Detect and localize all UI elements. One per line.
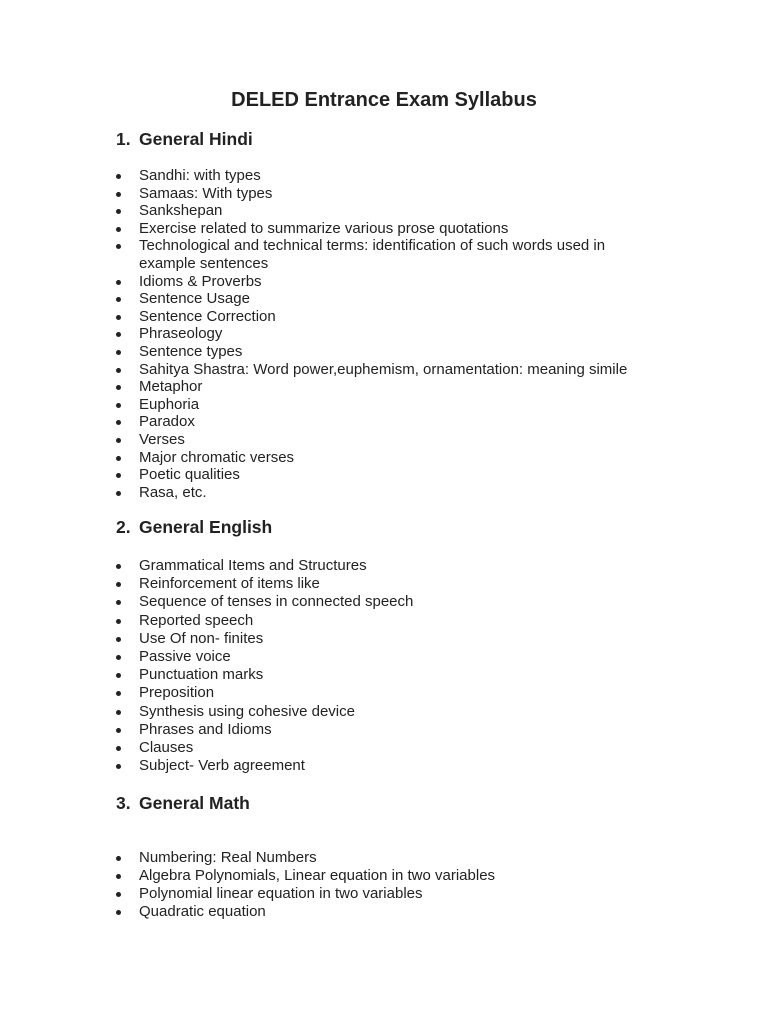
- list-item: [116, 273, 656, 291]
- bullet-icon: [116, 637, 121, 642]
- list-item: [116, 237, 656, 272]
- list-item-text: Subject- Verb agreement: [139, 757, 305, 775]
- list-item: [116, 361, 656, 379]
- general-math-topic-list: [116, 849, 656, 921]
- list-item: [116, 593, 656, 611]
- list-item-text: Phrases and Idioms: [139, 720, 272, 738]
- document-title: DELED Entrance Exam Syllabus: [231, 89, 537, 111]
- list-item-text: Idioms & Proverbs: [139, 272, 262, 290]
- list-item-text: Passive voice: [139, 648, 231, 666]
- list-item: [116, 378, 656, 396]
- bullet-icon: [116, 332, 121, 337]
- list-item-text: Rasa, etc.: [139, 483, 207, 501]
- list-item: [116, 466, 656, 484]
- bullet-icon: [116, 673, 121, 678]
- bullet-icon: [116, 710, 121, 715]
- bullet-icon: [116, 728, 121, 733]
- bullet-icon: [116, 368, 121, 373]
- bullet-icon: [116, 910, 121, 915]
- list-item: [116, 648, 656, 666]
- list-item: [116, 867, 656, 885]
- bullet-icon: [116, 227, 121, 232]
- bullet-icon: [116, 438, 121, 443]
- section-heading-general-math: [116, 792, 250, 814]
- list-item: [116, 903, 656, 921]
- list-item: [116, 202, 656, 220]
- list-item-text: Algebra Polynomials, Linear equation in two variables: [139, 867, 496, 885]
- general-hindi-topic-list: [116, 167, 656, 501]
- list-item-text: Paradox: [139, 413, 195, 431]
- list-item-text: Verses: [139, 430, 185, 448]
- bullet-icon: [116, 600, 121, 605]
- list-item: [116, 396, 656, 414]
- list-item-text: Major chromatic verses: [139, 448, 295, 466]
- bullet-icon: [116, 764, 121, 769]
- list-item: [116, 343, 656, 361]
- list-item: [116, 185, 656, 203]
- bullet-icon: [116, 491, 121, 496]
- list-item: [116, 220, 656, 238]
- list-item-text: Sequence of tenses in connected speech: [139, 593, 414, 611]
- general-english-topic-list: [116, 557, 656, 775]
- list-item-text: Reinforcement of items like: [139, 575, 320, 593]
- section-heading-general-english: [116, 516, 272, 538]
- list-item-text: Numbering: Real Numbers: [139, 849, 317, 866]
- bullet-icon: [116, 403, 121, 408]
- list-item-text: Metaphor: [139, 378, 203, 396]
- section-number: 2.: [116, 517, 131, 537]
- bullet-icon: [116, 619, 121, 624]
- list-item: [116, 290, 656, 308]
- list-item: [116, 849, 656, 867]
- list-item: [116, 449, 656, 467]
- list-item: [116, 575, 656, 593]
- list-item: [116, 666, 656, 684]
- list-item: [116, 684, 656, 702]
- bullet-icon: [116, 385, 121, 390]
- list-item-text: Punctuation marks: [139, 666, 264, 684]
- list-item-text: Exercise related to summarize various prose quotations: [139, 219, 509, 237]
- list-item-text: Sandhi: with types: [139, 167, 261, 184]
- bullet-icon: [116, 209, 121, 214]
- list-item-text: Phraseology: [139, 325, 223, 343]
- bullet-icon: [116, 244, 121, 249]
- list-item-text: Polynomial linear equation in two variables: [139, 885, 423, 903]
- bullet-icon: [116, 297, 121, 302]
- bullet-icon: [116, 280, 121, 285]
- list-item-text: Use Of non- finites: [139, 629, 264, 647]
- list-item: [116, 739, 656, 757]
- list-item: [116, 325, 656, 343]
- section-number: 3.: [116, 793, 131, 813]
- bullet-icon: [116, 315, 121, 320]
- bullet-icon: [116, 174, 121, 179]
- list-item-text: Reported speech: [139, 611, 254, 629]
- list-item: [116, 757, 656, 775]
- list-item: [116, 703, 656, 721]
- bullet-icon: [116, 456, 121, 461]
- list-item: [116, 308, 656, 326]
- list-item: [116, 557, 656, 575]
- list-item-text: Technological and technical terms: identification of such words used in example sentences: [139, 237, 606, 272]
- bullet-icon: [116, 473, 121, 478]
- list-item-text: Sentence types: [139, 342, 243, 360]
- list-item-text: Preposition: [139, 684, 215, 702]
- list-item: [116, 630, 656, 648]
- list-item-text: Quadratic equation: [139, 903, 266, 921]
- bullet-icon: [116, 350, 121, 355]
- list-item: [116, 885, 656, 903]
- section-title: General Math: [139, 793, 250, 813]
- bullet-icon: [116, 856, 121, 861]
- list-item-text: Sentence Correction: [139, 307, 276, 325]
- list-item-text: Euphoria: [139, 395, 200, 413]
- list-item: [116, 484, 656, 502]
- section-heading-general-hindi: [116, 128, 253, 150]
- list-item-text: Grammatical Items and Structures: [139, 557, 367, 574]
- bullet-icon: [116, 691, 121, 696]
- list-item: [116, 167, 656, 185]
- bullet-icon: [116, 746, 121, 751]
- bullet-icon: [116, 420, 121, 425]
- list-item: [116, 413, 656, 431]
- list-item-text: Clauses: [139, 739, 194, 757]
- section-number: 1.: [116, 129, 131, 149]
- list-item-text: Synthesis using cohesive device: [139, 702, 355, 720]
- section-title: General Hindi: [139, 129, 253, 149]
- list-item: [116, 721, 656, 739]
- list-item-text: Sahitya Shastra: Word power,euphemism, ornamentation: meaning simile: [139, 360, 628, 378]
- bullet-icon: [116, 892, 121, 897]
- bullet-icon: [116, 564, 121, 569]
- bullet-icon: [116, 192, 121, 197]
- list-item-text: Sankshepan: [139, 202, 223, 220]
- bullet-icon: [116, 582, 121, 587]
- list-item: [116, 612, 656, 630]
- list-item-text: Sentence Usage: [139, 290, 250, 308]
- bullet-icon: [116, 874, 121, 879]
- section-title: General English: [139, 517, 273, 537]
- bullet-icon: [116, 655, 121, 660]
- list-item: [116, 431, 656, 449]
- list-item-text: Samaas: With types: [139, 184, 273, 202]
- list-item-text: Poetic qualities: [139, 466, 240, 484]
